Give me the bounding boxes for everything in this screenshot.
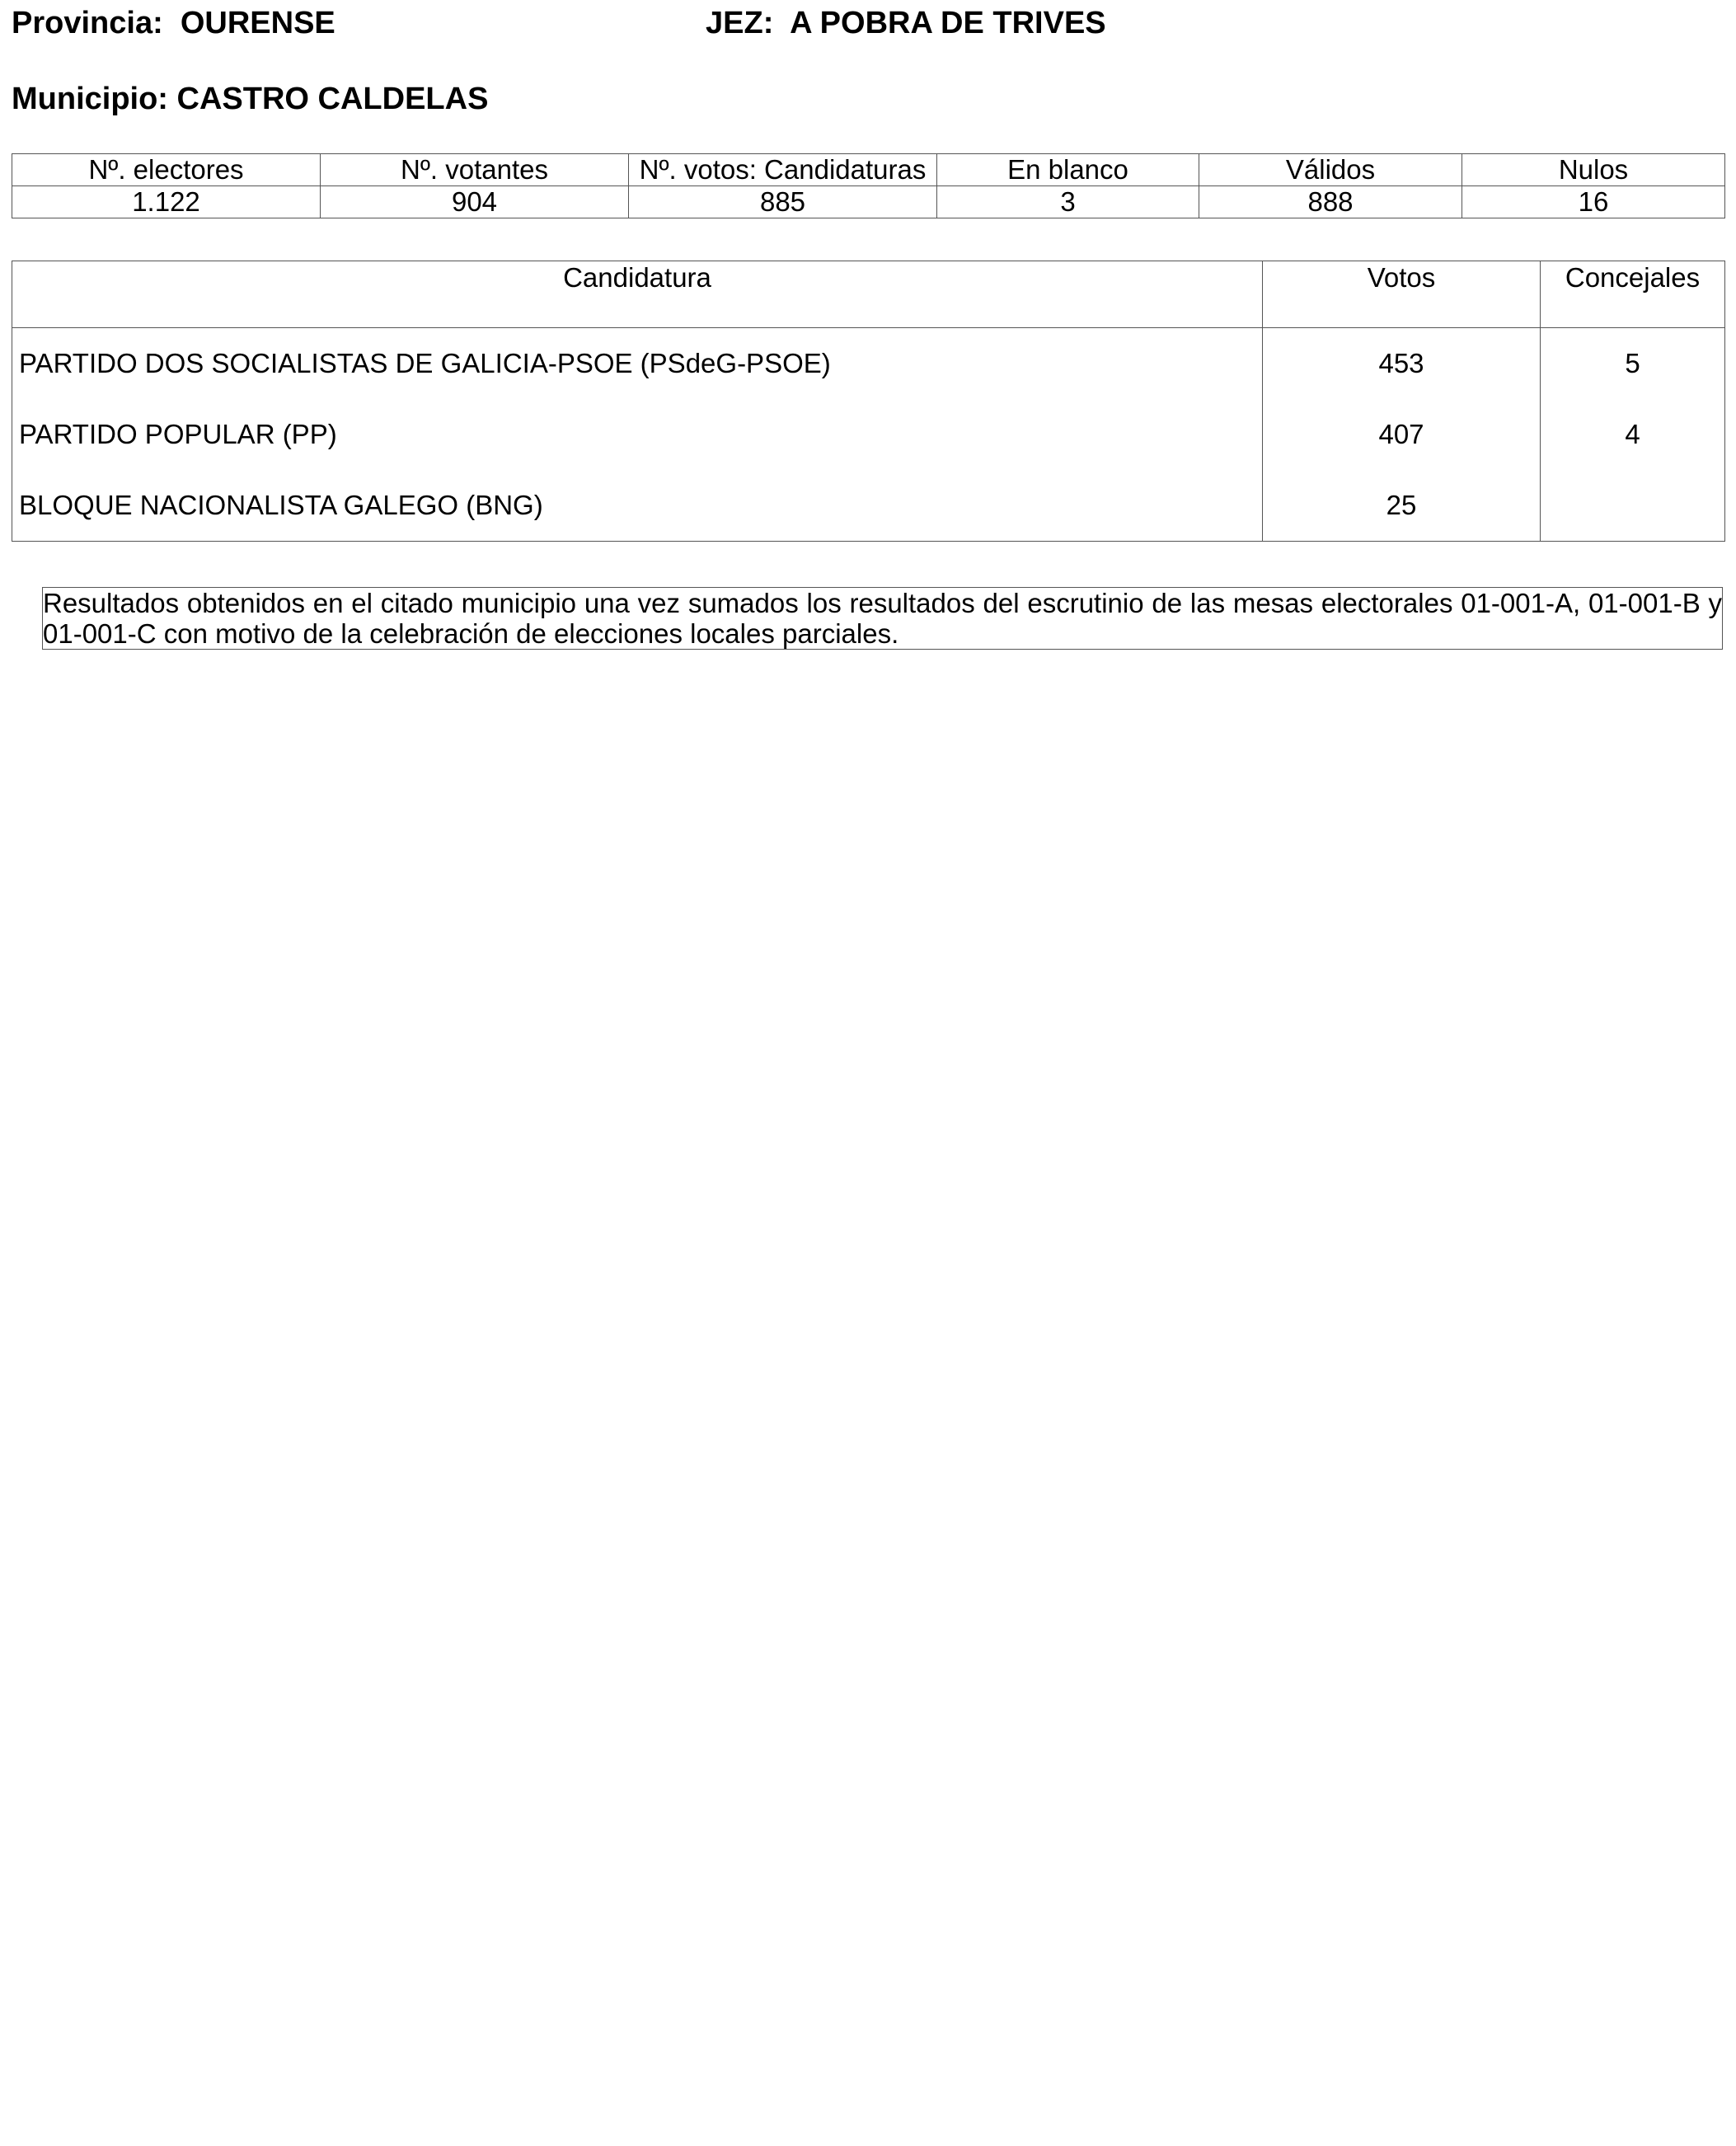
header-votantes: Nº. votantes bbox=[321, 154, 629, 186]
candidatura-concejales: 4 bbox=[1541, 399, 1725, 470]
value-validos: 888 bbox=[1199, 186, 1462, 218]
candidatura-name: PARTIDO POPULAR (PP) bbox=[12, 399, 1263, 470]
summary-value-row bbox=[12, 186, 1725, 218]
provincia-line bbox=[12, 5, 335, 41]
header-candidatura: Candidatura bbox=[12, 261, 1263, 328]
value-votos-candidaturas: 885 bbox=[629, 186, 937, 218]
results-header-row bbox=[12, 261, 1725, 328]
municipio-line bbox=[12, 81, 488, 117]
header-en-blanco: En blanco bbox=[937, 154, 1199, 186]
value-en-blanco: 3 bbox=[937, 186, 1199, 218]
jez-value: A POBRA DE TRIVES bbox=[790, 6, 1106, 40]
candidatura-name: PARTIDO DOS SOCIALISTAS DE GALICIA-PSOE (PSdeG-PSOE) bbox=[12, 328, 1263, 400]
candidatura-concejales bbox=[1541, 470, 1725, 542]
results-table bbox=[12, 261, 1725, 542]
candidatura-votos: 407 bbox=[1263, 399, 1541, 470]
header-validos: Válidos bbox=[1199, 154, 1462, 186]
candidatura-name: BLOQUE NACIONALISTA GALEGO (BNG) bbox=[12, 470, 1263, 542]
table-row bbox=[12, 470, 1725, 542]
summary-header-row bbox=[12, 154, 1725, 186]
municipio-value: CASTRO CALDELAS bbox=[176, 82, 489, 116]
header-nulos: Nulos bbox=[1462, 154, 1725, 186]
candidatura-votos: 25 bbox=[1263, 470, 1541, 542]
candidatura-votos: 453 bbox=[1263, 328, 1541, 400]
jez-line bbox=[706, 5, 1106, 41]
table-row bbox=[12, 399, 1725, 470]
header-electores: Nº. electores bbox=[12, 154, 321, 186]
results-note: Resultados obtenidos en el citado municipio una vez sumados los resultados del escrutinio de las mesas electorales 01-001-A, 01-001-B y 01-001-C con motivo de la celebración de elecciones locales parciales. bbox=[43, 588, 1722, 649]
value-votantes: 904 bbox=[321, 186, 629, 218]
summary-table bbox=[12, 153, 1725, 218]
municipio-label: Municipio: bbox=[12, 82, 168, 116]
header-concejales: Concejales bbox=[1541, 261, 1725, 328]
candidatura-concejales: 5 bbox=[1541, 328, 1725, 400]
provincia-value: OURENSE bbox=[180, 6, 335, 40]
jez-label: JEZ: bbox=[706, 6, 774, 40]
header-votos: Votos bbox=[1263, 261, 1541, 328]
provincia-label: Provincia: bbox=[12, 6, 163, 40]
table-row bbox=[12, 328, 1725, 400]
value-electores: 1.122 bbox=[12, 186, 321, 218]
value-nulos: 16 bbox=[1462, 186, 1725, 218]
header-votos-candidaturas: Nº. votos: Candidaturas bbox=[629, 154, 937, 186]
